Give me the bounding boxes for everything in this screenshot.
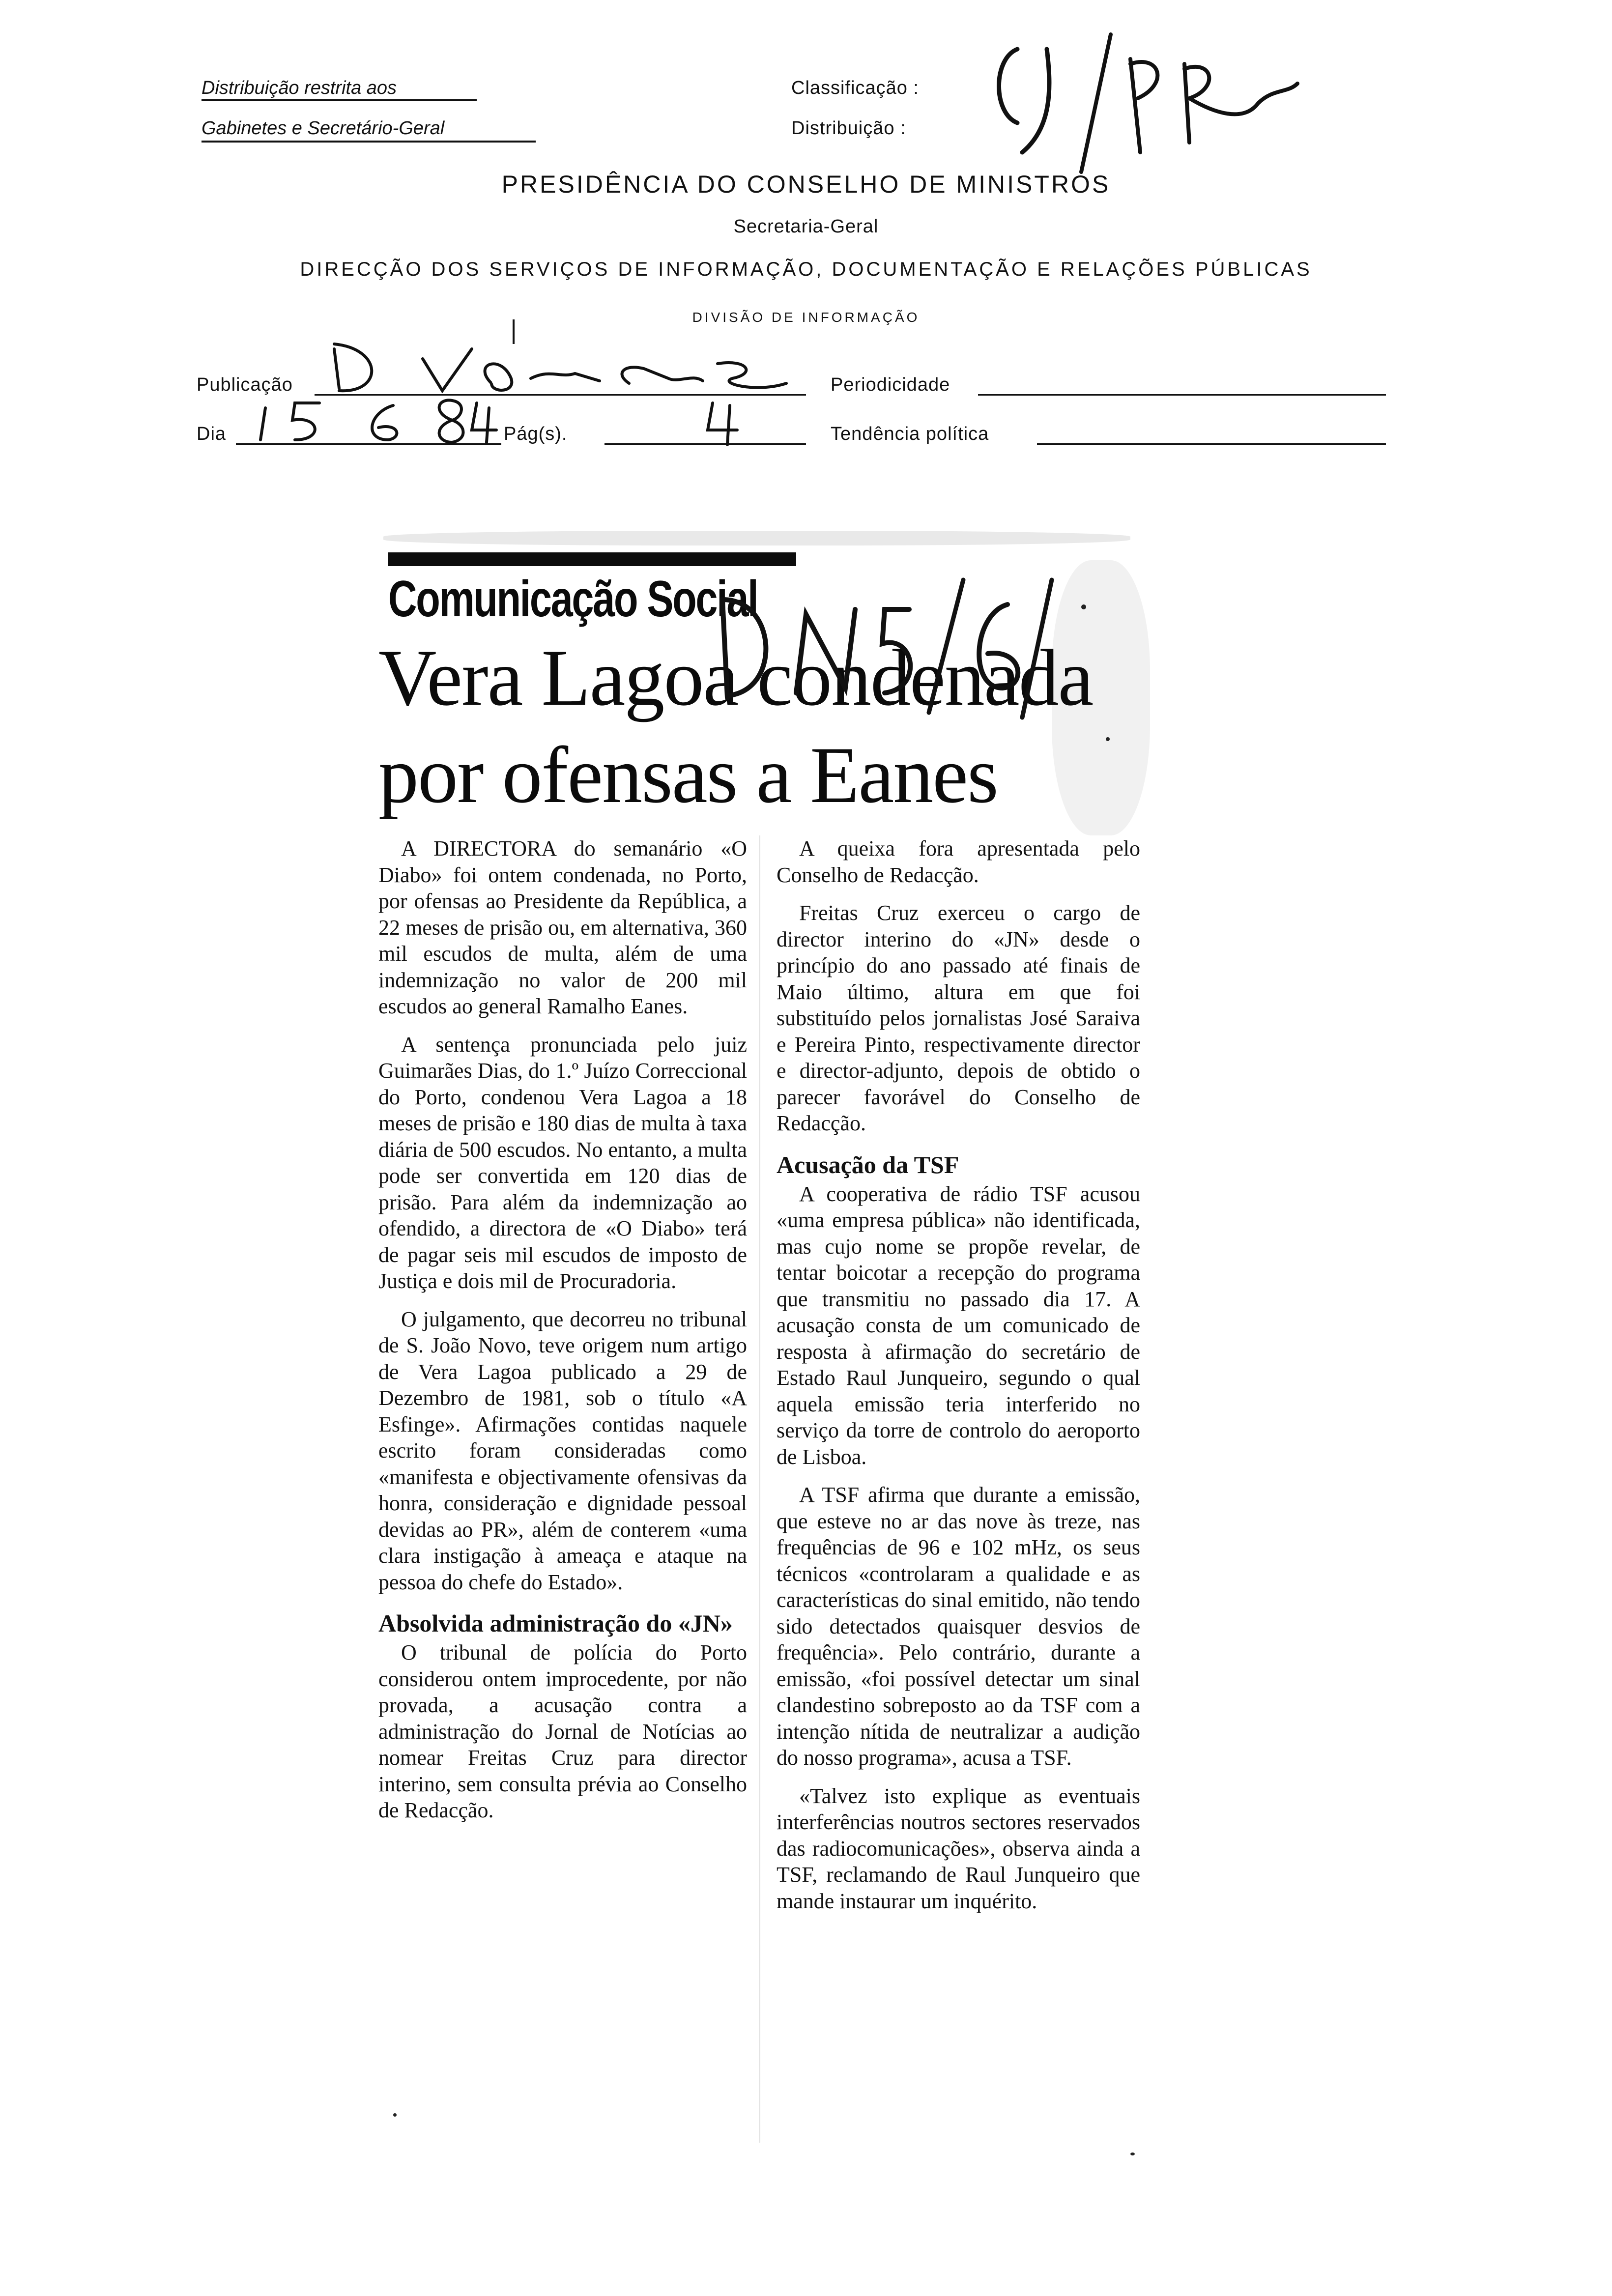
column-rule [759,835,760,2143]
underline [202,141,536,143]
distribution-restriction-line1: Distribuição restrita aos [202,78,397,98]
section-title: Comunicação Social [388,571,758,628]
tendency-field-line [1037,443,1386,445]
paragraph: O julgamento, que decorreu no tribunal de S. João Novo, teve origem num artigo de Vera Lagoa publicado a 29 de Dezembro de 1981, sob o título «A Esfinge». Afirmações contidas naquele escrito foram consideradas como «manifesta e objectivamente ofensivas da honra, consideração e dignidade pessoal devidas ao PR», além de conterem «uma clara instigação à ameaça e ataque na pessoa do chefe do Estado». [378,1307,747,1594]
headline-line-2: por ofensas a Eanes [378,731,998,820]
scan-speck [1106,737,1110,741]
article-column-2 [777,835,1140,1914]
subheading: Absolvida administração do «JN» [378,1609,733,1637]
paragraph: «Talvez isto explique as eventuais interferências noutros sectores reservados das radiocomunicações», observa ainda a TSF, reclamando de Raul Junqueiro que mande instaurar um inquérito. [777,1783,1140,1913]
handwritten-date-annotation [708,570,1062,718]
paragraph: A queixa fora apresentada pelo Conselho de Redacção. [777,836,1140,887]
paragraph: A TSF afirma que durante a emissão, que esteve no ar das nove às treze, nas frequências de 96 e 102 mHz, os seus técnicos «controlaram a qualidade e as características do sinal emitido, não tendo sido detectados quaisquer desvios de frequência». Pelo contrário, durante a emissão, «foi possível detectar um sinal clandestino sobreposto ao da TSF com a intenção nítida de neutralizar a audição do nosso programa», acusa a TSF. [777,1483,1140,1770]
scan-speck [1081,604,1086,609]
day-label: Dia [197,424,227,444]
distribution-restriction-line2: Gabinetes e Secretário-Geral [202,118,445,139]
headline-line-1: Vera Lagoa condenada [378,633,1093,722]
tendency-label: Tendência política [831,424,989,444]
paragraph: O tribunal de polícia do Porto considerou ontem improcedente, por não provada, a acusação contra a administração do Jornal de Notícias ao nomear Freitas Cruz para director interino, sem consulta prévia ao Conselho de Redacção. [378,1640,747,1822]
periodicity-label: Periodicidade [831,374,950,395]
subheading: Acusação da TSF [777,1150,959,1178]
organization-title: PRESIDÊNCIA DO CONSELHO DE MINISTROS [501,171,1111,198]
article-column-1 [378,835,747,1824]
handwritten-page-number [698,398,747,447]
classification-label: Classificação : [791,78,919,98]
scan-speck [393,2113,397,2117]
paragraph: A DIRECTORA do semanário «O Diabo» foi ontem condenada, no Porto, por ofensas ao Presidente da República, a 22 meses de prisão ou, em alternativa, 360 mil escudos de multa, além de uma indemnização no valor de 200 mil escudos ao general Ramalho Eanes. [378,836,747,1018]
directorate-title: DIRECÇÃO DOS SERVIÇOS DE INFORMAÇÃO, DOCUMENTAÇÃO E RELAÇÕES PÚBLICAS [300,258,1312,280]
underline [202,99,477,101]
page-label: Pág(s). [504,424,568,444]
scan-speck [1130,2152,1135,2155]
handwritten-publication [324,334,796,398]
periodicity-field-line [978,394,1386,396]
division-title: DIVISÃO DE INFORMAÇÃO [692,310,920,325]
paragraph: Freitas Cruz exerceu o cargo de director interino do «JN» desde o princípio do ano passado até finais de Maio último, altura em que foi substituído pelos jornalistas José Saraiva e Pereira Pinto, respectivamente director e director-adjunto, depois de obtido o parecer favorável do Conselho de Redacção. [777,901,1140,1135]
handwritten-classification-mark [983,29,1327,177]
section-bar [388,552,796,566]
secretariat-title: Secretaria-Geral [733,216,879,237]
publication-label: Publicação [197,374,293,395]
paragraph: A cooperativa de rádio TSF acusou «uma empresa pública» não identificada, mas cujo nome se propõe revelar, de tentar boicotar a recepção do programa que transmitiu no passado dia 17. A acusação consta de um comunicado de resposta à afirmação do secretário de Estado Raul Junqueiro, segundo o qual aquela emissão teria interferido no serviço da torre de controlo do aeroporto de Lisboa. [777,1181,1140,1469]
distribution-label: Distribuição : [791,118,906,139]
handwritten-day [246,393,501,447]
paragraph: A sentença pronunciada pelo juiz Guimarães Dias, do 1.º Juízo Correccional do Porto, condenou Vera Lagoa a 18 meses de prisão e 180 dias de multa à taxa diária de 500 escudos. No entanto, a multa pode ser convertida em 120 dias de prisão. Para além da indemnização ao ofendido, a directora de «O Diabo» terá de pagar seis mil escudos de imposto de Justiça e dois mil de Procuradoria. [378,1032,747,1293]
